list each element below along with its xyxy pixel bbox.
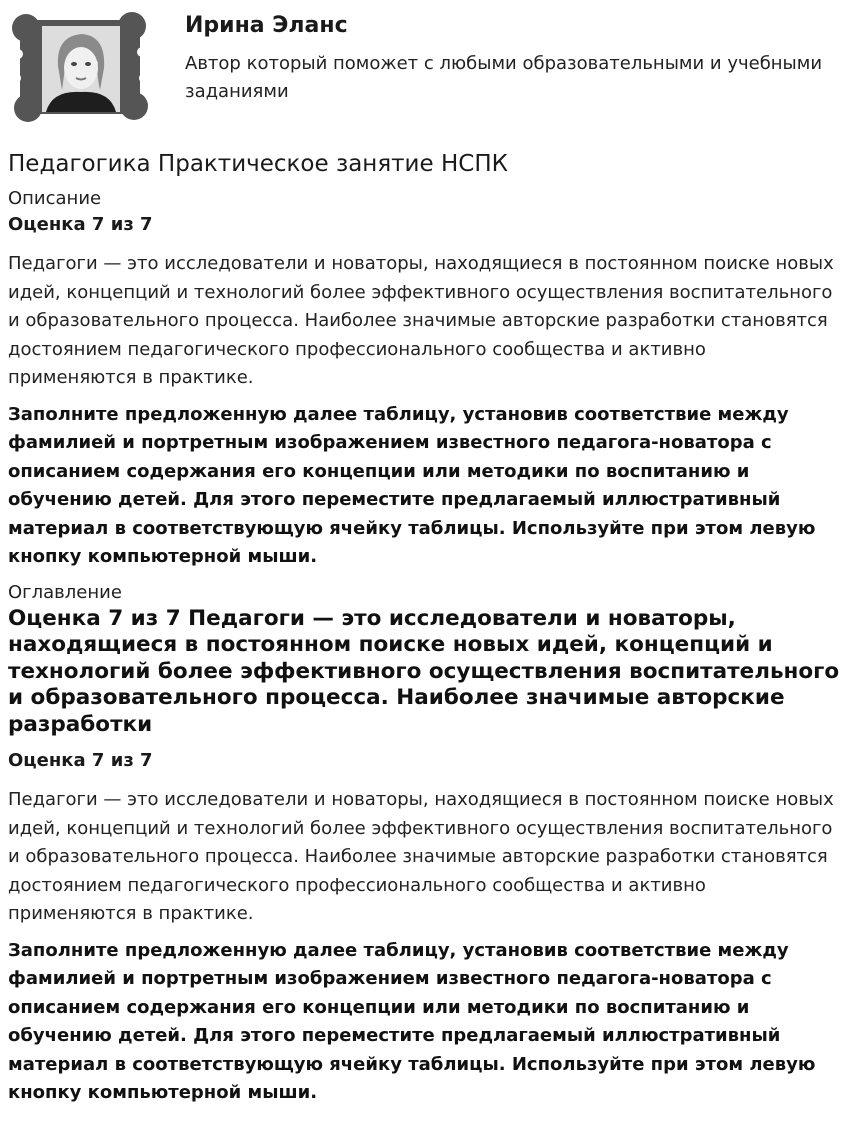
toc-label: Оглавление [8, 581, 122, 603]
description-label: Описание [8, 188, 102, 209]
toc-paragraph: Педагоги — это исследователи и новаторы, находящиеся в постоянном поиске новых идей, концепций и технологий более эффективного осуществления воспитательного и образовательного процесса. Наиболее значимые авторские разработки становятся достоянием педагогического профессионального сообщества и активно применяются в практике. [8, 789, 834, 924]
description-paragraph: Педагоги — это исследователи и новаторы, находящиеся в постоянном поиске новых идей, концепций и технологий более эффективного осуществления воспитательного и образовательного процесса. Наиболее значимые авторские разработки становятся достоянием педагогического профессионального сообщества и активно применяются в практике. [8, 253, 834, 388]
main-content [8, 148, 840, 1116]
author-description: Автор который поможет с любыми образовательными и учебными заданиями [185, 53, 823, 102]
description-instruction: Заполните предложенную далее таблицу, установив соответствие между фамилией и портретным изображением известного педагога-новатора с описанием содержания его концепции или методики по воспитанию и обучению детей. Для этого переместите предлагаемый иллюстративный материал в соответствующую ячейку таблицы. Используйте при этом левую кнопку компьютерной мыши. [8, 403, 816, 567]
page-title: Педагогика Практическое занятие НСПК [8, 151, 508, 177]
author-card [0, 0, 847, 135]
toc-heading: Оценка 7 из 7 Педагоги — это исследователи и новаторы, находящиеся в постоянном поиске новых идей, концепций и технологий более эффективного осуществления воспитательного и образовательного процесса. Наиболее значимые авторские разработки [8, 605, 840, 737]
toc-instruction: Заполните предложенную далее таблицу, установив соответствие между фамилией и портретным изображением известного педагога-новатора с описанием содержания его концепции или методики по воспитанию и обучению детей. Для этого переместите предлагаемый иллюстративный материал в соответствующую ячейку таблицы. Используйте при этом левую кнопку компьютерной мыши. [8, 939, 816, 1103]
author-name: Ирина Эланс [185, 13, 348, 38]
description-rating: Оценка 7 из 7 [8, 214, 153, 235]
toc-rating: Оценка 7 из 7 [8, 750, 153, 771]
film-reel-avatar-icon [6, 6, 154, 128]
